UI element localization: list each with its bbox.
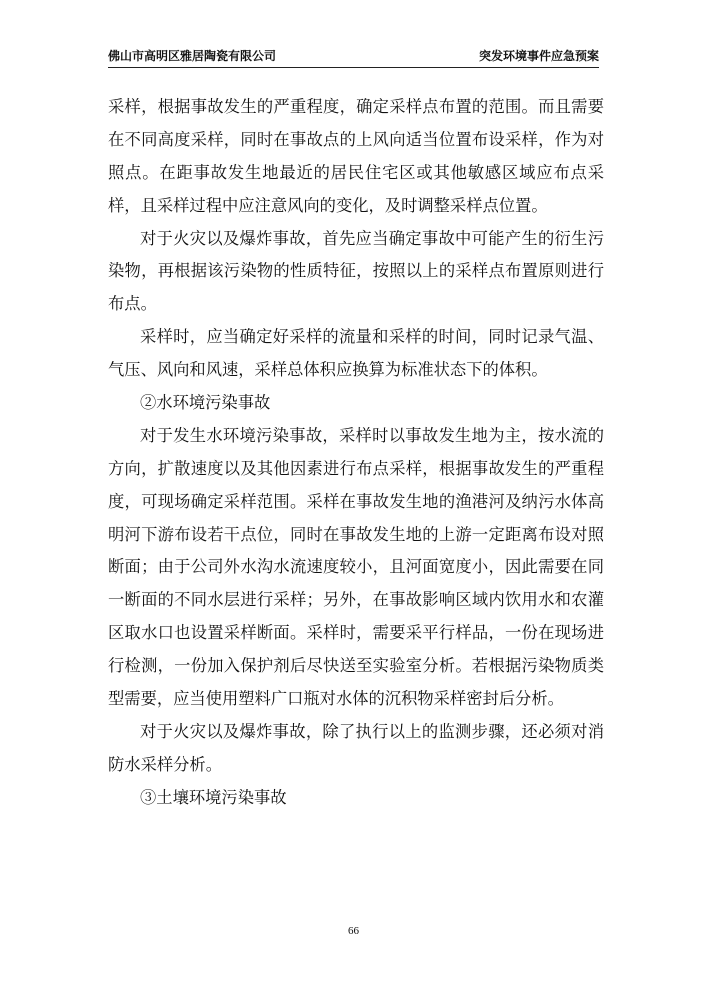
section-heading: ③土壤环境污染事故 xyxy=(140,787,287,807)
text-line: 染物，再根据该污染物的性质特征，按照以上的采样点布置原则进行 xyxy=(108,261,604,281)
text-line: 行检测，一份加入保护剂后尽快送至实验室分析。若根据污染物质类 xyxy=(108,656,604,676)
text-line: 在不同高度采样，同时在事故点的上风向适当位置布设采样，作为对 xyxy=(108,129,604,149)
text-line: 度，可现场确定采样范围。采样在事故发生地的渔港河及纳污水体高 xyxy=(108,491,604,511)
text-line: 照点。在距事故发生地最近的居民住宅区或其他敏感区域应布点采 xyxy=(108,162,604,182)
header-document-title: 突发环境事件应急预案 xyxy=(478,49,599,63)
text-line: 断面；由于公司外水沟水流速度较小，且河面宽度小，因此需要在同 xyxy=(108,557,604,577)
text-line: 型需要，应当使用塑料广口瓶对水体的沉积物采样密封后分析。 xyxy=(108,689,564,709)
text-line: 对于发生水环境污染事故，采样时以事故发生地为主，按水流的 xyxy=(140,425,604,445)
section-heading: ②水环境污染事故 xyxy=(140,393,271,413)
text-line: 区取水口也设置采样断面。采样时，需要采平行样品，一份在现场进 xyxy=(108,623,604,643)
text-line: 明河下游布设若干点位，同时在事故发生地的上游一定距离布设对照 xyxy=(108,524,604,544)
page-number: 66 xyxy=(348,925,359,937)
text-line: 气压、风向和风速，采样总体积应换算为标准状态下的体积。 xyxy=(108,360,548,380)
body-text xyxy=(108,91,604,815)
text-line: 采样，根据事故发生的严重程度，确定采样点布置的范围。而且需要 xyxy=(108,97,604,116)
text-line: 采样时，应当确定好采样的流量和采样的时间，同时记录气温、 xyxy=(140,327,604,347)
header-company-name: 佛山市高明区雅居陶瓷有限公司 xyxy=(108,49,277,63)
text-line: 对于火灾以及爆炸事故，除了执行以上的监测步骤，还必须对消 xyxy=(140,721,604,741)
text-line: 样，且采样过程中应注意风向的变化，及时调整采样点位置。 xyxy=(108,195,548,215)
text-line: 对于火灾以及爆炸事故，首先应当确定事故中可能产生的衍生污 xyxy=(140,228,604,248)
page-header xyxy=(108,47,599,68)
text-line: 一断面的不同水层进行采样；另外，在事故影响区域内饮用水和农灌 xyxy=(108,590,604,610)
text-line: 方向，扩散速度以及其他因素进行布点采样，根据事故发生的严重程 xyxy=(108,458,604,478)
text-line: 防水采样分析。 xyxy=(108,754,222,774)
text-line: 布点。 xyxy=(108,294,157,314)
